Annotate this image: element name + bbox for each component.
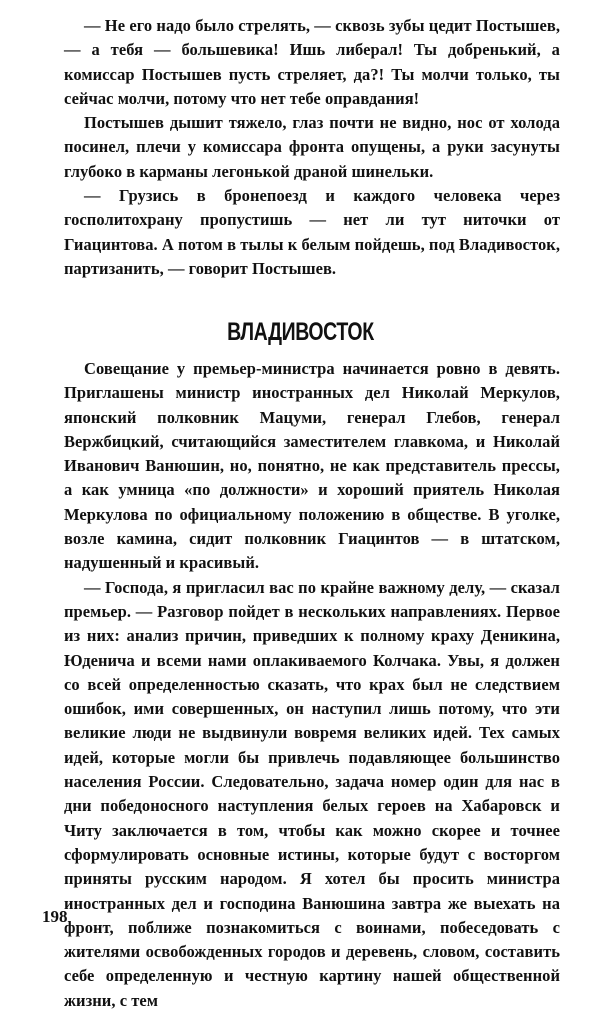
paragraph-postyshev-order: — Грузись в бронепоезд и каждого человека через госполитохрану пропустишь — нет ли тут ниточки от Гиацинтова. А потом в тылы к белым пойдешь, под Владивосток, партизанить, — говорит Постышев. <box>64 186 560 278</box>
paragraph-postyshev-description: Постышев дышит тяжело, глаз почти не видно, нос от холода посинел, плечи у комиссара фронта опущены, а руки засунуты глубоко в карманы легонькой драной шинельки. <box>64 113 560 181</box>
section-text-block <box>64 357 560 1013</box>
paragraph-postyshev-speech: — Не его надо было стрелять, — сквозь зубы цедит Постышев, — а тебя — большевика! Ишь либерал! Ты добренький, а комиссар Постышев пусть стреляет, да?! Ты молчи только, ты сейчас молчи, потому что нет тебе оправдания! <box>64 16 560 108</box>
paragraph-meeting-intro: Совещание у премьер-министра начинается ровно в девять. Приглашены министр иностранных дел Николай Меркулов, японский полковник Мацуми, генерал Глебов, генерал Вержбицкий, считающийся заместителем главкома, и Николай Иванович Ванюшин, но, понятно, не как представитель прессы, а как умница «по должности» и хороший приятель Николая Меркулова по официальному положению в обществе. В уголке, возле камина, сидит полковник Гиацинтов — в штатском, надушенный и красивый. <box>64 359 560 573</box>
section-heading: ВЛАДИВОСТОК <box>227 318 374 346</box>
paragraph-premier-speech: — Господа, я пригласил вас по крайне важному делу, — сказал премьер. — Разговор пойдет в нескольких направлениях. Первое из них: анализ причин, приведших к полному краху Деникина, Юденича и всеми нами оплакиваемого Колчака. Увы, я должен со всей определенностью сказать, что крах был не следствием ошибок, ими совершенных, он наступил лишь потому, что эти великие люди не выдвинули вовремя великих идей. Тех самых идей, которые могли бы привлечь подавляющее большинство населения России. Следовательно, задача номер один для нас в дни победоносного наступления белых героев на Хабаровск и Читу заключается в том, чтобы как можно скорее и точнее сформулировать основные истины, которые будут с восторгом приняты русским народом. Я хотел бы просить министра иностранных дел и господина Ванюшина завтра же выехать на фронт, поближе познакомиться с воинами, побеседовать с жителями освобожденных городов и деревень, словом, составить себе определенную и честную картину нашей общественной жизни, с тем <box>64 577 560 1010</box>
opening-text-block <box>64 14 560 281</box>
page-number: 198 <box>42 907 68 926</box>
